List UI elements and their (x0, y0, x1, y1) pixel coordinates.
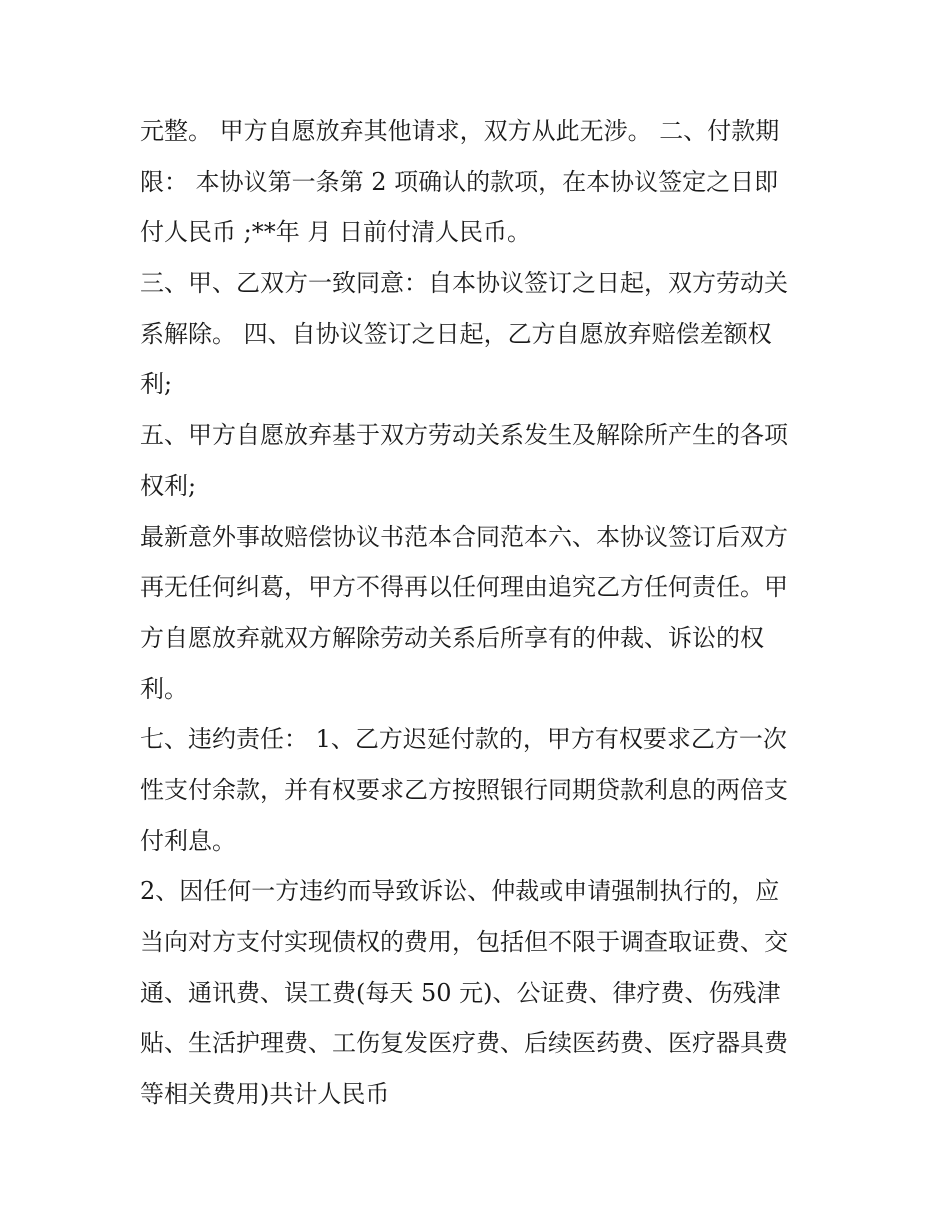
text-line: 方自愿放弃就双方解除劳动关系后所享有的仲裁、诉讼的权 (140, 623, 764, 652)
text-line: 利; (140, 370, 173, 399)
text-line: 限： 本协议第一条第 2 项确认的款项，在本协议签定之日即 (140, 167, 779, 196)
text-line: 三、甲、乙双方一致同意：自本协议签订之日起，双方劳动关 (140, 269, 788, 298)
text-line: 权利; (140, 471, 197, 500)
text-line: 利。 (140, 674, 188, 703)
document-body (140, 106, 820, 1120)
text-line: 五、甲方自愿放弃基于双方劳动关系发生及解除所产生的各项 (140, 421, 788, 450)
text-line: 付人民币 ;**年 月 日前付清人民币。 (140, 218, 531, 247)
text-line: 最新意外事故赔偿协议书范本合同范本六、本协议签订后双方 (140, 522, 788, 551)
text-line: 元整。 甲方自愿放弃其他请求，双方从此无涉。 二、付款期 (140, 117, 780, 145)
text-line: 七、违约责任： 1、乙方迟延付款的，甲方有权要求乙方一次 (140, 725, 787, 754)
text-line: 等相关费用)共计人民币 (140, 1080, 390, 1109)
text-line: 付利息。 (140, 826, 236, 855)
text-line: 2、因任何一方违约而导致诉讼、仲裁或申请强制执行的，应 (140, 877, 780, 906)
text-line: 当向对方支付实现债权的费用，包括但不限于调查取证费、交 (140, 928, 788, 956)
text-line: 通、通讯费、误工费(每天 50 元)、公证费、律疗费、伤残津 (140, 978, 781, 1007)
text-line: 再无任何纠葛，甲方不得再以任何理由追究乙方任何责任。甲 (140, 573, 788, 602)
text-line: 贴、生活护理费、工伤复发医疗费、后续医药费、医疗器具费 (140, 1029, 788, 1058)
text-line: 系解除。 四、自协议签订之日起，乙方自愿放弃赔偿差额权 (140, 319, 772, 348)
text-line: 性支付余款，并有权要求乙方按照银行同期贷款利息的两倍支 (140, 775, 788, 804)
